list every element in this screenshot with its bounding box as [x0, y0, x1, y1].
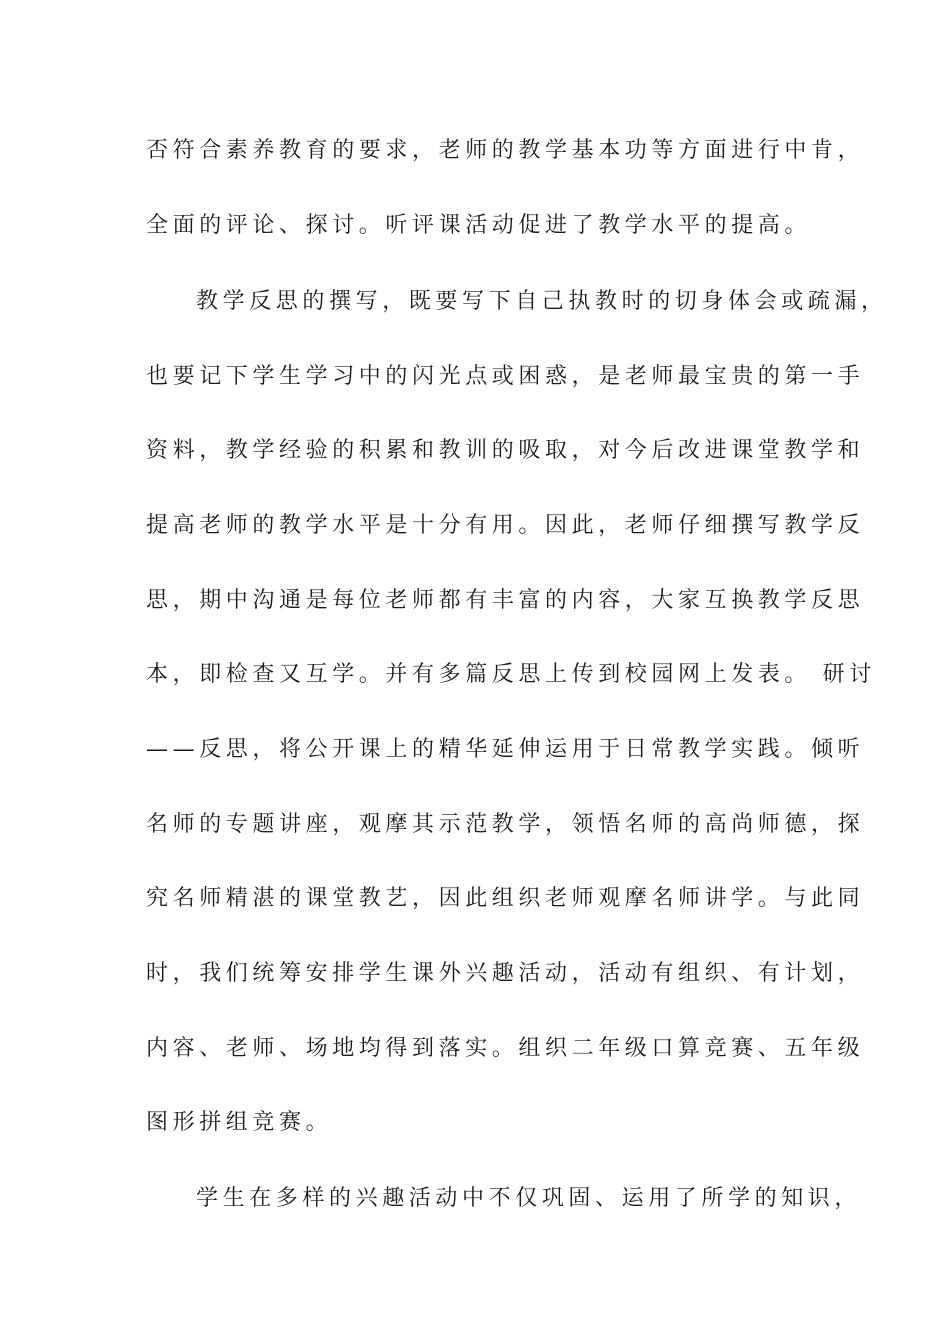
text-line: 内容、老师、场地均得到落实。组织二年级口算竞赛、五年级	[146, 1036, 865, 1061]
text-line: 也要记下学生学习中的闪光点或困惑，是老师最宝贵的第一手	[146, 364, 865, 389]
text-line: 思，期中沟通是每位老师都有丰富的内容，大家互换教学反思	[146, 588, 865, 613]
text-line: 图形拼组竞赛。	[146, 1110, 333, 1135]
text-line: 时，我们统筹安排学生课外兴趣活动，活动有组织、有计划，	[146, 961, 865, 986]
text-line: ——反思，将公开课上的精华延伸运用于日常教学实践。倾听	[146, 737, 865, 762]
paragraph-start-line: 教学反思的撰写，既要写下自己执教时的切身体会或疏漏，	[196, 289, 888, 314]
text-line: 究名师精湛的课堂教艺，因此组织老师观摩名师讲学。与此同	[146, 886, 865, 911]
text-line: 否符合素养教育的要求，老师的教学基本功等方面进行中肯，	[146, 138, 865, 163]
text-line: 资料，教学经验的积累和教训的吸取，对今后改进课堂教学和	[146, 438, 865, 463]
text-line: 名师的专题讲座，观摩其示范教学，领悟名师的高尚师德，探	[146, 812, 865, 837]
text-line: 全面的评论、探讨。听评课活动促进了教学水平的提高。	[146, 213, 812, 238]
text-line: 提高老师的教学水平是十分有用。因此，老师仔细撰写教学反	[146, 513, 865, 538]
text-line: 本，即检查又互学。并有多篇反思上传到校园网上发表。 研讨	[146, 662, 876, 687]
paragraph-start-line: 学生在多样的兴趣活动中不仅巩固、运用了所学的知识，	[196, 1186, 862, 1211]
